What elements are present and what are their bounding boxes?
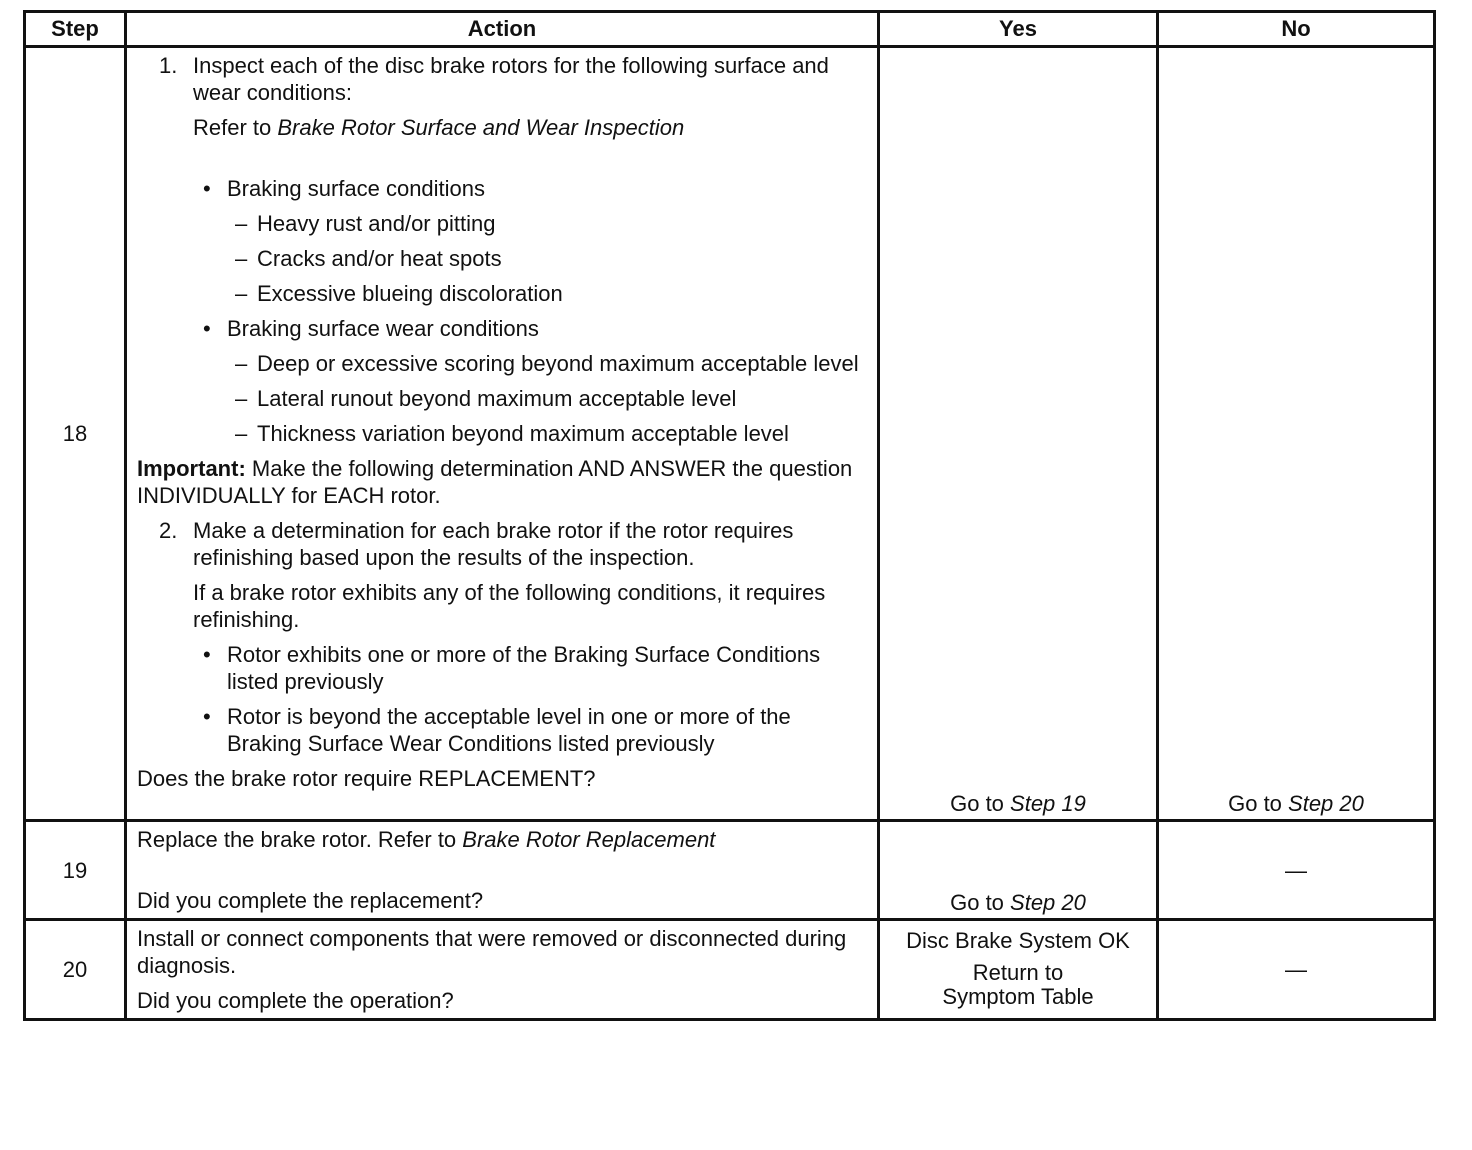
dash-item: – Lateral runout beyond maximum acceptable level: [235, 386, 737, 411]
question: Did you complete the operation?: [137, 988, 454, 1013]
action-text: Install or connect components that were removed or disconnected during diagnosis.: [137, 926, 847, 978]
numbered-item: 1. Inspect each of the disc brake rotors for the following surface and wear conditions:: [159, 53, 829, 105]
step-number: 20: [25, 920, 126, 1020]
important-note: Important: Make the following determination AND ANSWER the question INDIVIDUALLY for EACH rotor.: [137, 456, 853, 508]
bullet-item: • Rotor is beyond the acceptable level in one or more of the Braking Surface Wear Conditions listed previously: [203, 704, 791, 756]
bullet-item: • Rotor exhibits one or more of the Braking Surface Conditions listed previously: [203, 642, 821, 694]
table-row: [25, 47, 1435, 821]
result-text: Disc Brake System OK: [906, 928, 1130, 953]
yes-cell: Go to Step 20: [879, 821, 1158, 920]
no-cell: Go to Step 20: [1158, 47, 1435, 821]
reference-link: Brake Rotor Replacement: [462, 827, 716, 852]
diagnostic-table: [23, 10, 1436, 1021]
reference-line: Refer to Brake Rotor Surface and Wear Inspection: [193, 115, 685, 140]
header-yes: Yes: [879, 12, 1158, 47]
dash-item: – Cracks and/or heat spots: [235, 246, 502, 271]
action-text: Replace the brake rotor. Refer to Brake Rotor Replacement: [137, 827, 716, 852]
reference-link: Brake Rotor Surface and Wear Inspection: [277, 115, 685, 140]
table-row: [25, 920, 1435, 1020]
numbered-item: 2. Make a determination for each brake rotor if the rotor requires refinishing based upon the results of the inspection.: [159, 518, 794, 570]
header-no: No: [1158, 12, 1435, 47]
no-cell: —: [1158, 821, 1435, 920]
step-number: 19: [25, 821, 126, 920]
yes-cell: Go to Step 19: [879, 47, 1158, 821]
header-step: Step: [25, 12, 126, 47]
bullet-item: • Braking surface wear conditions: [203, 316, 539, 341]
result-text: Symptom Table: [942, 984, 1094, 1009]
dash-item: – Thickness variation beyond maximum acceptable level: [235, 421, 789, 446]
action-cell: [126, 821, 879, 920]
bullet-item: • Braking surface conditions: [203, 176, 486, 201]
result-text: Return to: [972, 960, 1064, 985]
step-number: 18: [25, 47, 126, 821]
question: Does the brake rotor require REPLACEMENT?: [137, 766, 596, 791]
step-link: Step 20: [1288, 791, 1364, 816]
note-line: If a brake rotor exhibits any of the following conditions, it requires refinishing.: [193, 580, 826, 632]
dash-item: – Heavy rust and/or pitting: [235, 211, 496, 236]
dash-item: – Excessive blueing discoloration: [235, 281, 563, 306]
table-row: [25, 821, 1435, 920]
yes-cell: [879, 920, 1158, 1020]
dash-item: – Deep or excessive scoring beyond maximum acceptable level: [235, 351, 859, 376]
action-cell: [126, 920, 879, 1020]
header-action: Action: [126, 12, 879, 47]
step-link: Step 20: [1010, 890, 1086, 915]
action-cell: [126, 47, 879, 821]
step-link: Step 19: [1010, 791, 1086, 816]
no-cell: —: [1158, 920, 1435, 1020]
header-row: [25, 12, 1435, 47]
question: Did you complete the replacement?: [137, 888, 484, 913]
